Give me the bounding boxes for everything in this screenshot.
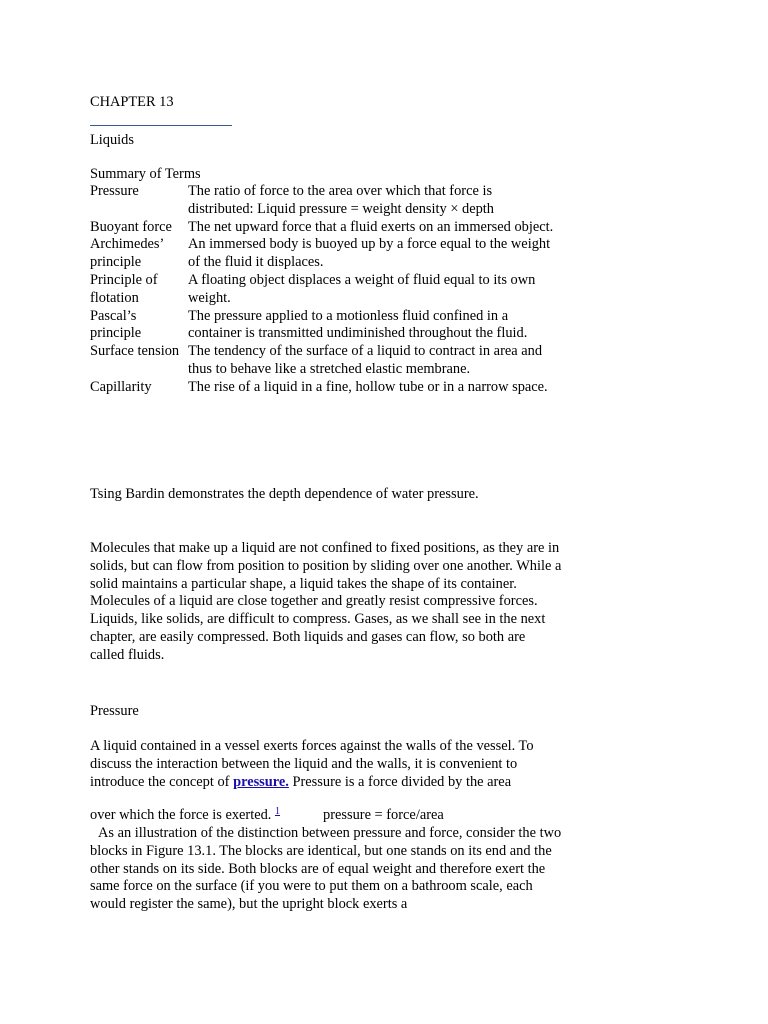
pressure-p2-text: over which the force is exerted. <box>90 807 275 823</box>
term-row <box>90 308 558 344</box>
term-name: Pascal’s principle <box>90 307 142 342</box>
term-definition: The pressure applied to a motionless fluid confined in a container is transmitted undiminished throughout the fluid. <box>188 307 528 342</box>
term-definition: An immersed body is buoyed up by a force equal to the weight of the fluid it displaces. <box>188 236 551 271</box>
term-row <box>90 343 558 379</box>
term-name: Buoyant force <box>90 218 172 235</box>
term-definition: A floating object displaces a weight of fluid equal to its own weight. <box>188 271 536 306</box>
pressure-paragraph-2 <box>90 807 562 825</box>
term-name: Principle of flotation <box>90 271 158 306</box>
chapter-title: Liquids <box>90 132 134 148</box>
term-row <box>90 183 558 219</box>
term-row <box>90 236 558 272</box>
term-name: Archimedes’ principle <box>90 236 164 271</box>
intro-paragraph: Molecules that make up a liquid are not confined to fixed positions, as they are in solids, but can flow from position to position by sliding over one another. While a solid maintains a particular shape, a liquid takes the shape of its container. Molecules of a liquid are close together and greatly resist compressive forces. Liquids, like solids, are difficult to compress. Gases, as we shall see in the next chapter, are easily compressed. Both liquids and gases can flow, so both are called fluids. <box>90 540 562 663</box>
pressure-formula: pressure = force/area <box>323 807 444 823</box>
term-row <box>90 379 558 397</box>
section-heading-pressure: Pressure <box>90 703 139 719</box>
figure-caption: Tsing Bardin demonstrates the depth dependence of water pressure. <box>90 486 479 502</box>
term-definition: The rise of a liquid in a fine, hollow tube or in a narrow space. <box>188 378 548 395</box>
summary-heading: Summary of Terms <box>90 166 201 182</box>
pressure-p1-text: A liquid contained in a vessel exerts forces against the walls of the vessel. To discuss the interaction between the liquid and the walls, it is convenient to introduce the concept of <box>90 738 534 790</box>
term-name: Capillarity <box>90 378 152 395</box>
pressure-glossary-link[interactable]: pressure. <box>233 773 289 790</box>
term-definition: The ratio of force to the area over which that force is distributed: Liquid pressure = weight density × depth <box>188 183 494 217</box>
term-name: Surface tension <box>90 343 180 360</box>
pressure-paragraph-3: As an illustration of the distinction between pressure and force, consider the two blocks in Figure 13.1. The blocks are identical, but one stands on its end and the other stands on its side. Both blocks are of equal weight and therefore exert the same force on the surface (if you were to put them on a bathroom scale, each would register the same), but the upright block exerts a <box>90 825 562 913</box>
term-row <box>90 219 558 237</box>
term-definition: The net upward force that a fluid exerts on an immersed object. <box>188 218 554 235</box>
summary-terms-table <box>90 183 558 397</box>
footnote-link[interactable]: 1 <box>275 806 280 817</box>
term-definition: The tendency of the surface of a liquid to contract in area and thus to behave like a stretched elastic membrane. <box>188 343 543 377</box>
term-row <box>90 272 558 308</box>
chapter-divider <box>90 125 232 126</box>
term-name: Pressure <box>90 183 139 199</box>
pressure-paragraph-1 <box>90 738 562 791</box>
chapter-label: CHAPTER 13 <box>90 94 174 110</box>
pressure-p1-text-end: Pressure is a force divided by the area <box>288 773 512 790</box>
